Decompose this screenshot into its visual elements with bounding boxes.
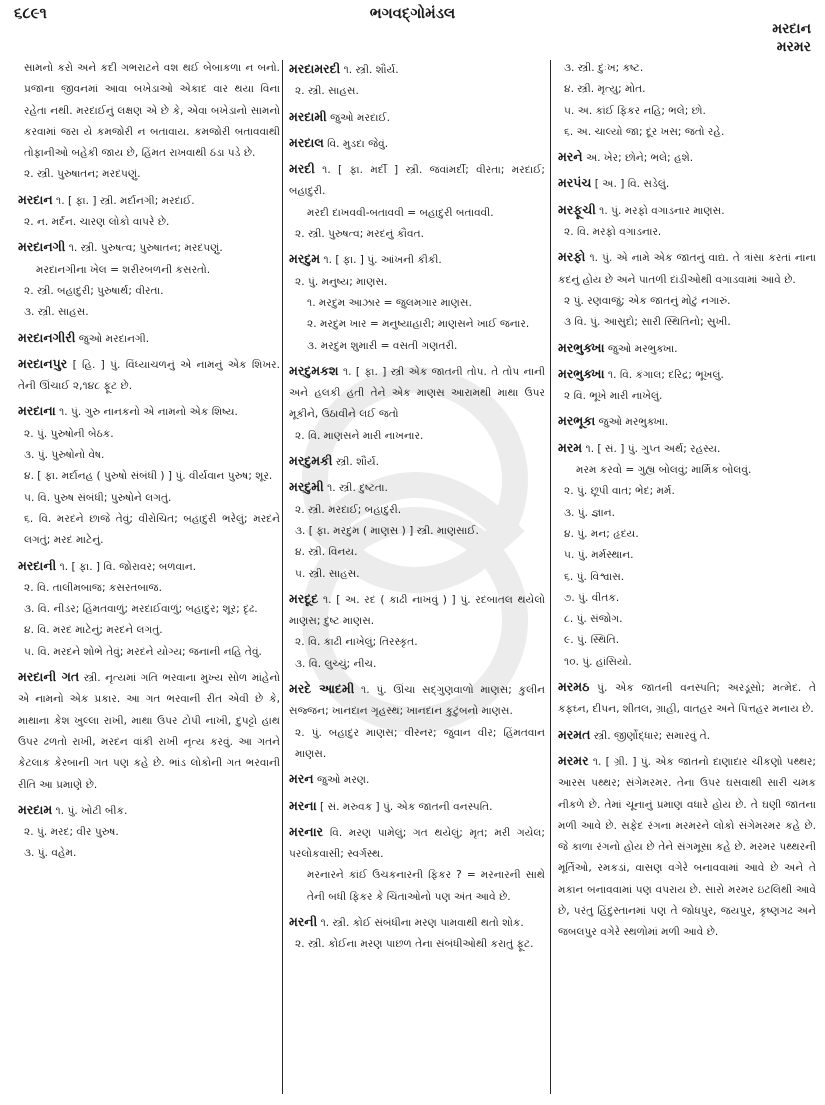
headword: મરદી (289, 161, 315, 177)
usage-example: ૧. મરદુમ આઝાર = જુલમગાર માણસ. (307, 296, 472, 309)
usage-example: મરદી દાખવવી-બતાવવી = બહાદુરી બતાવવી. (307, 206, 494, 219)
sense-line: ૨. વિ. મરફો વગાડનાર. (564, 226, 662, 239)
entry-definition (18, 400, 280, 423)
dictionary-entry (289, 132, 545, 155)
sense-line: ૨. વિ. માણસને મારી નાખનાર. (295, 429, 424, 442)
headword: મરદુમ (289, 251, 321, 267)
headword: મરદૂદ (289, 590, 319, 606)
dictionary-entry (558, 337, 816, 360)
sense-line: ૬. વિ. મરદને છાજે તેવું; વીરોચિત; બહાદુરી ભરેલું; મરદને લગતું; મરદ માટેનું. (24, 512, 280, 547)
dictionary-entry (289, 588, 545, 675)
headword: મરદાના (18, 403, 56, 419)
definition-text: [ સં. મરુવક ] પું. એક જાતની વનસ્પતિ. (320, 800, 493, 813)
page-number: ૬૮૯૧ (14, 4, 47, 22)
usage-example: મરદાનગીના ખેલ = શરીરબળની કસરતો. (36, 263, 211, 276)
guide-word-last: મરમર (776, 39, 811, 55)
definition-text: ૧. પું. એ નામે એક જાતનું વાદ્ય. તે ત્રાંસા કરતાં નાના કદનું હોય છે અને પાતળી દાંડીઓથી વગાડવામાં આવે છે. (558, 252, 817, 286)
sense-line: ૫. વિ. પુરુષ સંબંધી; પુરુષોને લગતું. (24, 491, 172, 504)
dictionary-entry (558, 724, 816, 747)
sense-line: ૪. સ્ત્રી. વિનય. (295, 546, 358, 559)
entry-definition (289, 132, 545, 155)
headword: મરદાની ગત (18, 669, 80, 685)
sense-line: ૩. પું. જ્ઞાન. (564, 506, 615, 519)
sense-line: ૨. પું. બહાદુર માણસ; વીરનર; જુવાન વીર; હિંમતવાન માણસ. (295, 726, 545, 760)
dictionary-entry (289, 476, 545, 584)
sense-line: ૪. પું. મન; હૃદય. (564, 527, 639, 540)
dictionary-entry (289, 795, 545, 818)
headword: મરપંચ (558, 175, 592, 191)
headword: મરમઠ (558, 679, 590, 695)
sense-line: ૩. સ્ત્રી. દુઃખ; કષ્ટ. (564, 62, 644, 74)
entry-definition (289, 678, 545, 723)
sense-line: ૨ વિ. ભૂખે મારી નાખેલું. (564, 390, 663, 403)
headword: મરદાનગી (18, 239, 66, 255)
entry-definition (558, 363, 816, 386)
sense-line: ૨. સ્ત્રી. મરદાઈ; બહાદુરી. (295, 503, 402, 516)
entry-definition (558, 676, 816, 721)
column-left (18, 58, 280, 1098)
dictionary-entry (289, 678, 545, 765)
dictionary-entry (18, 666, 280, 796)
column-right (558, 58, 816, 1098)
definition-text: જુઓ મરભુક્ખા. (598, 416, 669, 429)
dictionary-entry (558, 58, 816, 143)
sense-line: ૨. પું. પુરુષોની બેઠક. (24, 427, 114, 440)
dictionary-entry (289, 360, 545, 447)
dictionary-entry (289, 106, 545, 129)
sense-line: ૩. વિ. નીડર; હિંમતવાળું; મરદાઈવાળું; બહાદુર; શૂર; દૃઢ. (24, 603, 258, 616)
entry-definition (18, 189, 280, 212)
definition-text: [ અ. ] વિ. સડેલું. (594, 178, 670, 191)
sense-line: ૫. પું. મર્મસ્થાન. (564, 549, 634, 562)
headword: મરદુમકી (289, 453, 333, 469)
sense-line: ૧૦. પું. હાંસિયો. (564, 655, 632, 668)
definition-text: જુઓ મરદાઈ. (330, 111, 391, 124)
entry-definition (558, 724, 816, 747)
dictionary-entry (18, 58, 280, 186)
sense-line: સામનો કરો અને કદી ગભરાટને વશ થઈ બેબાકળા ન બનો. પ્રજાના જીવનમાં આવા બખેડાઓ એકાદ વાર થયા વિના રહેતા નથી. મરદાઈનું લક્ષણ એ છે કે, એવા બખેડાનો સામનો કરવામાં જરા યે કમજોરી ન બતાવાય. કમજોરી બતાવવાથી તોફાનીઓ બહેકી જાય છે, હિંમત રાખવાથી ઠંડા પડે છે. (24, 62, 280, 160)
dictionary-entry (18, 327, 280, 350)
dictionary-columns (0, 58, 825, 1098)
headword: મરદાલ (289, 134, 324, 150)
definition-text: ૧. [ ફા. ] પું. આંખની કીકી. (323, 254, 442, 267)
dictionary-entry (558, 676, 816, 721)
entry-definition (558, 410, 816, 433)
headword: મરનાર (289, 823, 324, 839)
definition-text: ૧. [ ફા. મર્દી ] સ્ત્રી. જવાંમર્દી; વીરતા; મરદાઈ; બહાદુરી. (289, 164, 545, 198)
entry-definition (289, 360, 545, 426)
sense-line: ૨. ન. મર્દન. ચારણ લોકો વાપરે છે. (24, 216, 170, 229)
sense-line: ૩. પું. વહેમ. (24, 847, 77, 860)
usage-example: મરનારને કાંઈ ઉચકનારની ફિકર ? = મરનારની સાથે તેની બધી ફિકર કે ચિંતાઓનો પણ અંત આવે છે. (307, 869, 545, 903)
dictionary-entry (289, 821, 545, 908)
entry-definition (18, 799, 280, 822)
sense-line: ૨. સ્ત્રી. સાહસ. (295, 85, 359, 98)
sense-line: ૨. સ્ત્રી. બહાદુરી; પુરુષાર્થ; વીરતા. (24, 284, 164, 297)
headword: મરદામ (18, 801, 53, 817)
entry-definition (558, 246, 816, 291)
entry-definition (18, 353, 280, 398)
sense-line: ૪. વિ. મરદ માટેનું; મરદને લગતું. (24, 624, 163, 637)
guide-word-first: મરદાન (772, 21, 811, 37)
sense-line: ૩. સ્ત્રી. સાહસ. (24, 306, 89, 319)
entry-definition (289, 476, 545, 499)
definition-text: [ હિ. ] પું. વિંધ્યાચળનું એ નામનું એક શિખર. તેની ઊંચાઈ ૨,૧૪૮ ફૂટ છે. (18, 358, 280, 393)
headword: મરભુક્ખા (558, 339, 605, 355)
sense-line: ૨. પું. છૂપી વાત; ભેદ; મર્મ. (564, 485, 675, 498)
headword: મરદે આદમી (289, 681, 355, 697)
headword: મરન (289, 771, 314, 787)
definition-text: સ્ત્રી. જીર્ણોદ્ધાર; સમારવું તે. (593, 729, 711, 742)
headword: મરદુમકશ (289, 362, 339, 378)
entry-definition (558, 146, 816, 169)
definition-text: ૧. [ અ. રદ ( કાઢી નાખવું ) ] પું. રદબાતલ થયેલો માણસ; દુષ્ટ માણસ. (289, 593, 545, 628)
dictionary-entry (18, 236, 280, 323)
dictionary-entry (558, 363, 816, 408)
definition-text: ૧. [ સં. ] પું. ગુપ્ત અર્થ; રહસ્ય. (585, 442, 721, 455)
headword: મરદુમી (289, 479, 324, 495)
sense-line: ૬. અ. ચાલ્યો જા; દૂર ખસ; જતો રહે. (564, 125, 725, 138)
entry-definition (289, 158, 545, 203)
usage-example: મરમ કરવો = ગુહ્ય બોલવું; માર્મિક બોલવું. (576, 464, 752, 477)
dictionary-entry (289, 58, 545, 103)
entry-definition (18, 327, 280, 350)
entry-definition (289, 911, 545, 934)
entry-definition (558, 437, 816, 460)
definition-text: અ. ખેર; છોને; ભલે; હશે. (585, 152, 694, 165)
definition-text: જુઓ મરદાનગી. (78, 332, 150, 345)
sense-line: ૨ પું. રણવાજું; એક જાતનું મોટું નગારું. (564, 294, 731, 307)
sense-line: ૨. પું. મનુષ્ય; માણસ. (295, 275, 388, 288)
definition-text: ૧. પું. ઊંચા સદ્ગુણવાળો માણસ; કુલીન સજ્જન; ખાનદાન ગૃહસ્થ; ખાનદાન કુટુંબનો માણસ. (289, 684, 546, 718)
dictionary-entry (558, 410, 816, 433)
sense-line: ૫. અ. કાંઈ ફિકર નહિ; ભલે; છો. (564, 104, 706, 117)
dictionary-entry (18, 799, 280, 865)
sense-line: ૪. સ્ત્રી. મૃત્યુ; મોત. (564, 83, 646, 96)
column-middle (289, 58, 545, 1098)
definition-text: ૧. સ્ત્રી. કોઈ સંબંધીના મરણ પામવાથી થતો શોક. (320, 916, 524, 929)
headword: મરના (289, 797, 317, 813)
dictionary-entry (289, 248, 545, 356)
definition-text: સ્ત્રી. નૃત્યમાં ગતિ ભરવાના મુખ્ય સોળ માંહેનો એ નામનો એક પ્રકાર. આ ગત ભરવાની રીત એવી છે કે, માથાના કેશ ખુલ્લા રાખી, માથા ઉપર ટોપી નાખી, દુપટ્ટો હાથ ઉપર ઢળતો રાખી, મરદન વાંકી રાખી નૃત્ય કરવું. આ ગતને કેટલાક કેરબાની ગત પણ કહે છે. ભાંડ લોકોની ગત ભરવાની રીતિ આ પ્રમાણે છે. (18, 672, 280, 791)
definition-text: સ્ત્રી. શૌર્ય. (335, 456, 380, 469)
entry-definition (289, 248, 545, 271)
entry-definition (289, 588, 545, 633)
dictionary-entry (289, 768, 545, 791)
headword: મરદાનપુર (18, 355, 68, 371)
dictionary-entry (18, 189, 280, 234)
definition-text: વિ. મુડદા જેવું. (327, 137, 389, 150)
sense-line: ૨. સ્ત્રી. પુરુષત્વ; મરદનું કૌવત. (295, 228, 425, 241)
sense-line: ૭. પું. વીતક. (564, 591, 620, 604)
entry-definition (18, 666, 280, 796)
sense-line: ૫. સ્ત્રી. સાહસ. (295, 567, 360, 580)
definition-text: વિ. મરણ પામેલું; ગત થયેલું; મૃત; મરી ગયેલ; પરલોકવાસી; સ્વર્ગસ્થ. (289, 826, 545, 861)
entry-definition (18, 236, 280, 259)
entry-definition (289, 106, 545, 129)
headword: મરદાન (18, 191, 53, 207)
headword: મરભુક્ખા (558, 365, 605, 381)
definition-text: ૧. સ્ત્રી. શૌર્ય. (343, 64, 399, 76)
headword: મરને (558, 149, 583, 165)
headword: મરફૂચી (558, 201, 596, 217)
entry-definition (289, 821, 545, 866)
dictionary-entry (558, 146, 816, 169)
dictionary-entry (558, 199, 816, 244)
sense-line: ૫. વિ. મરદને શોભે તેવું; મરદને યોગ્ય; જનાની નહિ તેવું. (24, 645, 262, 658)
headword: મરમત (558, 726, 591, 742)
headword: મરમ (558, 439, 583, 455)
definition-text: ૧. સ્ત્રી. દુષ્ટતા. (327, 482, 388, 495)
dictionary-entry (18, 353, 280, 398)
dictionary-entry (289, 158, 545, 245)
sense-line: ૮. પું. સંજોગ. (564, 613, 623, 626)
usage-example: ૨. મરદુમ ખાર = મનુષ્યાહારી; માણસને ખાઈ જનાર. (307, 318, 530, 331)
book-title: ભગવદ્ગોમંડલ (369, 4, 456, 22)
headword: મરદામી (289, 108, 327, 124)
dictionary-entry (558, 172, 816, 195)
definition-text: ૧. વિ. કંગાલ; દરિદ્ર; ભૂખલું. (607, 368, 724, 381)
definition-text: ૧. પું. ગુરુ નાનકનો એ નામનો એક શિષ્ય. (59, 406, 238, 419)
entry-definition (289, 795, 545, 818)
sense-line: ૯. પું. સ્થિતિ. (564, 634, 620, 647)
entry-definition (289, 450, 545, 473)
sense-line: ૨. વિ. તાલીમબાજ; કસરતબાજ. (24, 581, 162, 594)
guide-words (772, 20, 811, 56)
dictionary-entry (18, 555, 280, 663)
entry-definition (558, 172, 816, 195)
sense-line: ૨. સ્ત્રી. પુરુષાતન; મરદપણું. (24, 168, 141, 181)
page-header (0, 0, 825, 55)
sense-line: ૩. પું. પુરુષોનો વેષ. (24, 449, 105, 462)
entry-definition (18, 555, 280, 578)
definition-text: જુઓ મરભુક્ખા. (607, 342, 678, 355)
entry-definition (289, 768, 545, 791)
entry-definition (558, 750, 816, 944)
dictionary-entry (558, 750, 816, 944)
definition-text: ૧. પું. મરફો વગાડનાર માણસ. (599, 204, 725, 217)
dictionary-entry (18, 400, 280, 551)
entry-definition (558, 199, 816, 222)
headword: મરદાની (18, 557, 57, 573)
sense-line: ૩. [ ફા. મરદુમ ( માણસ ) ] સ્ત્રી. માણસાઈ. (295, 524, 479, 537)
definition-text: પું. એક જાતની વનસ્પતિ; અરડૂસો; મત્મેદ. તે કફઘ્ન, દીપન, શીતલ, ગ્રાહી, વાતહર અને પિત્તહર મનાય છે. (558, 682, 816, 716)
dictionary-entry (289, 911, 545, 956)
headword: મરદામરદી (289, 61, 341, 76)
entry-definition (289, 58, 545, 81)
definition-text: ૧. સ્ત્રી. પુરુષત્વ; પુરુષાતન; મરદપણું. (68, 242, 223, 255)
headword: મરમર (558, 752, 589, 768)
definition-text: ૧. [ ગ્રી. ] પું. એક જાતનો દાણાદાર ચીકણો પથ્થર; આરસ પથ્થર; સંગેમરમર. તેના ઉપર ઘસવાથી સારી ચમક નીકળે છે. તેમાં ચૂનાનું પ્રમાણ વધારે હોય છે. તે ઘણી જાતના મળી આવે છે. સફેદ રંગના મરમરને લોકો સંગેમરમર કહે છે. જે કાળા રંગનો હોય છે તેને સંગમૂસા કહે છે. મરમર પથ્થરની મૂર્તિઓ, રમકડાં, વાસણ વગેરે બનાવવામાં આવે છે અને તે મકાન બનાવવામાં પણ વપરાય છે. સારો મરમર ઇટલિથી આવે છે, પરંતુ હિંદુસ્તાનમાં પણ તે જોધપુર, જયપુર, કૃષ્ણગઢ અને જબલપુર વગેરે સ્થળોમાં મળી આવે છે. (558, 755, 816, 939)
sense-line: ૨. પું. મરદ; વીર પુરુષ. (24, 826, 119, 839)
usage-example: ૩. મરદુમ શુમારી = વસતી ગણતરી. (307, 339, 458, 352)
sense-line: ૩ વિ. પું. આસુદો; સારી સ્થિતિનો; સુખી. (564, 316, 731, 329)
headword: મરફો (558, 249, 586, 265)
definition-text: ૧. [ ફા. ] સ્ત્રી એક જાતની તોપ. તે તોપ નાની અને હલકી હતી તેને એક માણસ આરામથી માથા ઉપર મૂકીને, ઉઠાવીને લઈ જતો (289, 365, 545, 421)
column-divider (282, 60, 283, 1094)
entry-definition (558, 337, 816, 360)
definition-text: ૧. [ ફા. ] સ્ત્રી. મર્દાનગી; મરદાઈ. (56, 194, 195, 207)
definition-text: ૧. પું. ખોટી બીક. (55, 804, 128, 817)
sense-line: ૨. સ્ત્રી. કોઈના મરણ પાછળ તેના સંબંધીઓથી કરાતું ફૂટ. (295, 938, 534, 951)
dictionary-entry (289, 450, 545, 473)
dictionary-entry (558, 246, 816, 333)
headword: મરની (289, 913, 318, 929)
definition-text: જુઓ મરણ. (316, 774, 370, 787)
sense-line: ૬. પું. વિશ્વાસ. (564, 570, 625, 583)
definition-text: ૧. [ ફા. ] વિ. જોરાવર; બળવાન. (59, 560, 197, 573)
sense-line: ૩. વિ. લુચ્ચું; નીચ. (295, 657, 377, 670)
sense-line: ૨. વિ. કાઢી નાખેલું; તિરસ્કૃત. (295, 636, 418, 649)
sense-line: ૪. [ ફા. મર્દાનહ ( પુરુષો સંબંધી ) ] પું. વીર્યવાન પુરુષ; શૂર. (24, 470, 273, 483)
column-divider (550, 60, 551, 1094)
headword: મરભૂકા (558, 413, 596, 429)
dictionary-entry (558, 437, 816, 673)
headword: મરદાનગીરી (18, 329, 76, 345)
